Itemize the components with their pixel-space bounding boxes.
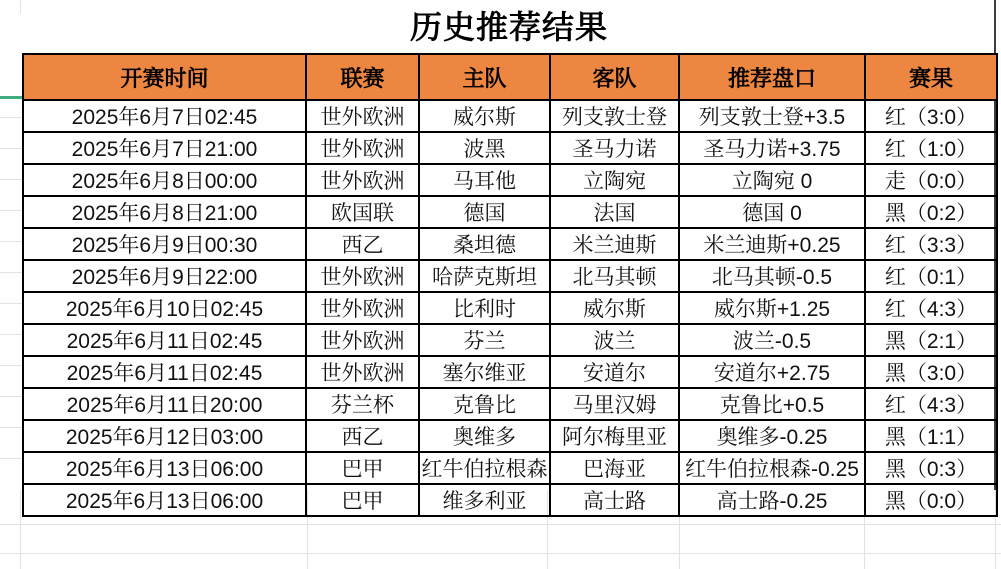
header-cell-home[interactable]: 主队 [419,54,550,100]
table-row [23,100,997,132]
result-cell[interactable]: 红（4:3） [865,388,997,420]
result-cell[interactable]: 黑（0:0） [865,484,997,516]
home-cell[interactable]: 芬兰 [419,324,550,356]
league-cell[interactable]: 西乙 [306,228,419,260]
away-cell[interactable]: 高士路 [550,484,679,516]
handicap-cell[interactable]: 克鲁比+0.5 [679,388,865,420]
handicap-cell[interactable]: 高士路-0.25 [679,484,865,516]
handicap-cell[interactable]: 圣马力诺+3.75 [679,132,865,164]
gridline [20,490,21,569]
header-cell-handicap[interactable]: 推荐盘口 [679,54,865,100]
selection-accent-mark [0,96,22,99]
table-row [23,452,997,484]
gridline [0,334,22,335]
gridline [0,524,1001,525]
league-cell[interactable]: 世外欧洲 [306,260,419,292]
handicap-cell[interactable]: 米兰迪斯+0.25 [679,228,865,260]
gridline [0,179,22,180]
away-cell[interactable]: 圣马力诺 [550,132,679,164]
home-cell[interactable]: 桑坦德 [419,228,550,260]
handicap-cell[interactable]: 波兰-0.5 [679,324,865,356]
table-row [23,388,997,420]
result-cell[interactable]: 黑（0:2） [865,196,997,228]
home-cell[interactable]: 德国 [419,196,550,228]
table-row [23,196,997,228]
gridline [0,396,22,397]
gridline [20,0,21,14]
handicap-cell[interactable]: 安道尔+2.75 [679,356,865,388]
home-cell[interactable]: 马耳他 [419,164,550,196]
table-row [23,356,997,388]
home-cell[interactable]: 克鲁比 [419,388,550,420]
result-cell[interactable]: 黑（1:1） [865,420,997,452]
away-cell[interactable]: 巴海亚 [550,452,679,484]
handicap-cell[interactable]: 列支敦士登+3.5 [679,100,865,132]
result-cell[interactable]: 黑（0:3） [865,452,997,484]
gridline [0,553,1001,554]
result-cell[interactable]: 红（4:3） [865,292,997,324]
time-cell[interactable]: 2025年6月9日22:00 [23,260,306,292]
league-cell[interactable]: 巴甲 [306,452,419,484]
away-cell[interactable]: 威尔斯 [550,292,679,324]
gridline [0,210,22,211]
gridline [0,427,22,428]
home-cell[interactable]: 威尔斯 [419,100,550,132]
time-cell[interactable]: 2025年6月8日00:00 [23,164,306,196]
home-cell[interactable]: 红牛伯拉根森 [419,452,550,484]
time-cell[interactable]: 2025年6月7日02:45 [23,100,306,132]
league-cell[interactable]: 世外欧洲 [306,356,419,388]
away-cell[interactable]: 阿尔梅里亚 [550,420,679,452]
time-cell[interactable]: 2025年6月7日21:00 [23,132,306,164]
time-cell[interactable]: 2025年6月12日03:00 [23,420,306,452]
handicap-cell[interactable]: 威尔斯+1.25 [679,292,865,324]
home-cell[interactable]: 维多利亚 [419,484,550,516]
result-cell[interactable]: 黑（3:0） [865,356,997,388]
handicap-cell[interactable]: 北马其顿-0.5 [679,260,865,292]
handicap-cell[interactable]: 红牛伯拉根森-0.25 [679,452,865,484]
time-cell[interactable]: 2025年6月11日02:45 [23,356,306,388]
gridline [0,458,22,459]
gridline [0,272,22,273]
away-cell[interactable]: 法国 [550,196,679,228]
league-cell[interactable]: 欧国联 [306,196,419,228]
result-cell[interactable]: 红（0:1） [865,260,997,292]
handicap-cell[interactable]: 奥维多-0.25 [679,420,865,452]
handicap-cell[interactable]: 立陶宛 0 [679,164,865,196]
time-cell[interactable]: 2025年6月9日00:30 [23,228,306,260]
home-cell[interactable]: 比利时 [419,292,550,324]
league-cell[interactable]: 芬兰杯 [306,388,419,420]
table-row [23,484,997,516]
away-cell[interactable]: 马里汉姆 [550,388,679,420]
league-cell[interactable]: 巴甲 [306,484,419,516]
home-cell[interactable]: 奥维多 [419,420,550,452]
result-cell[interactable]: 红（3:3） [865,228,997,260]
table-row [23,164,997,196]
gridline [0,365,22,366]
page-title: 历史推荐结果 [409,9,608,45]
time-cell[interactable]: 2025年6月11日20:00 [23,388,306,420]
time-cell[interactable]: 2025年6月13日06:00 [23,452,306,484]
league-cell[interactable]: 世外欧洲 [306,132,419,164]
table-header-row [23,54,997,100]
league-cell[interactable]: 世外欧洲 [306,100,419,132]
gridline [0,117,22,118]
gridline [0,148,22,149]
away-cell[interactable]: 列支敦士登 [550,100,679,132]
away-cell[interactable]: 立陶宛 [550,164,679,196]
away-cell[interactable]: 北马其顿 [550,260,679,292]
result-cell[interactable]: 走（0:0） [865,164,997,196]
history-results-table [22,53,998,517]
time-cell[interactable]: 2025年6月13日06:00 [23,484,306,516]
away-cell[interactable]: 波兰 [550,324,679,356]
gridline [0,241,22,242]
table-row [23,324,997,356]
result-cell[interactable]: 红（3:0） [865,100,997,132]
header-cell-result[interactable]: 赛果 [865,54,997,100]
home-cell[interactable]: 塞尔维亚 [419,356,550,388]
table-row [23,420,997,452]
league-cell[interactable]: 西乙 [306,420,419,452]
table-row [23,132,997,164]
header-cell-league[interactable]: 联赛 [306,54,419,100]
header-cell-time[interactable]: 开赛时间 [23,54,306,100]
away-cell[interactable]: 米兰迪斯 [550,228,679,260]
table-row [23,228,997,260]
handicap-cell[interactable]: 德国 0 [679,196,865,228]
gridline [0,303,22,304]
away-cell[interactable]: 安道尔 [550,356,679,388]
result-cell[interactable]: 黑（2:1） [865,324,997,356]
time-cell[interactable]: 2025年6月10日02:45 [23,292,306,324]
league-cell[interactable]: 世外欧洲 [306,324,419,356]
table-row [23,292,997,324]
time-cell[interactable]: 2025年6月11日02:45 [23,324,306,356]
league-cell[interactable]: 世外欧洲 [306,292,419,324]
table-row [23,260,997,292]
home-cell[interactable]: 波黑 [419,132,550,164]
time-cell[interactable]: 2025年6月8日21:00 [23,196,306,228]
league-cell[interactable]: 世外欧洲 [306,164,419,196]
home-cell[interactable]: 哈萨克斯坦 [419,260,550,292]
result-cell[interactable]: 红（1:0） [865,132,997,164]
header-cell-away[interactable]: 客队 [550,54,679,100]
